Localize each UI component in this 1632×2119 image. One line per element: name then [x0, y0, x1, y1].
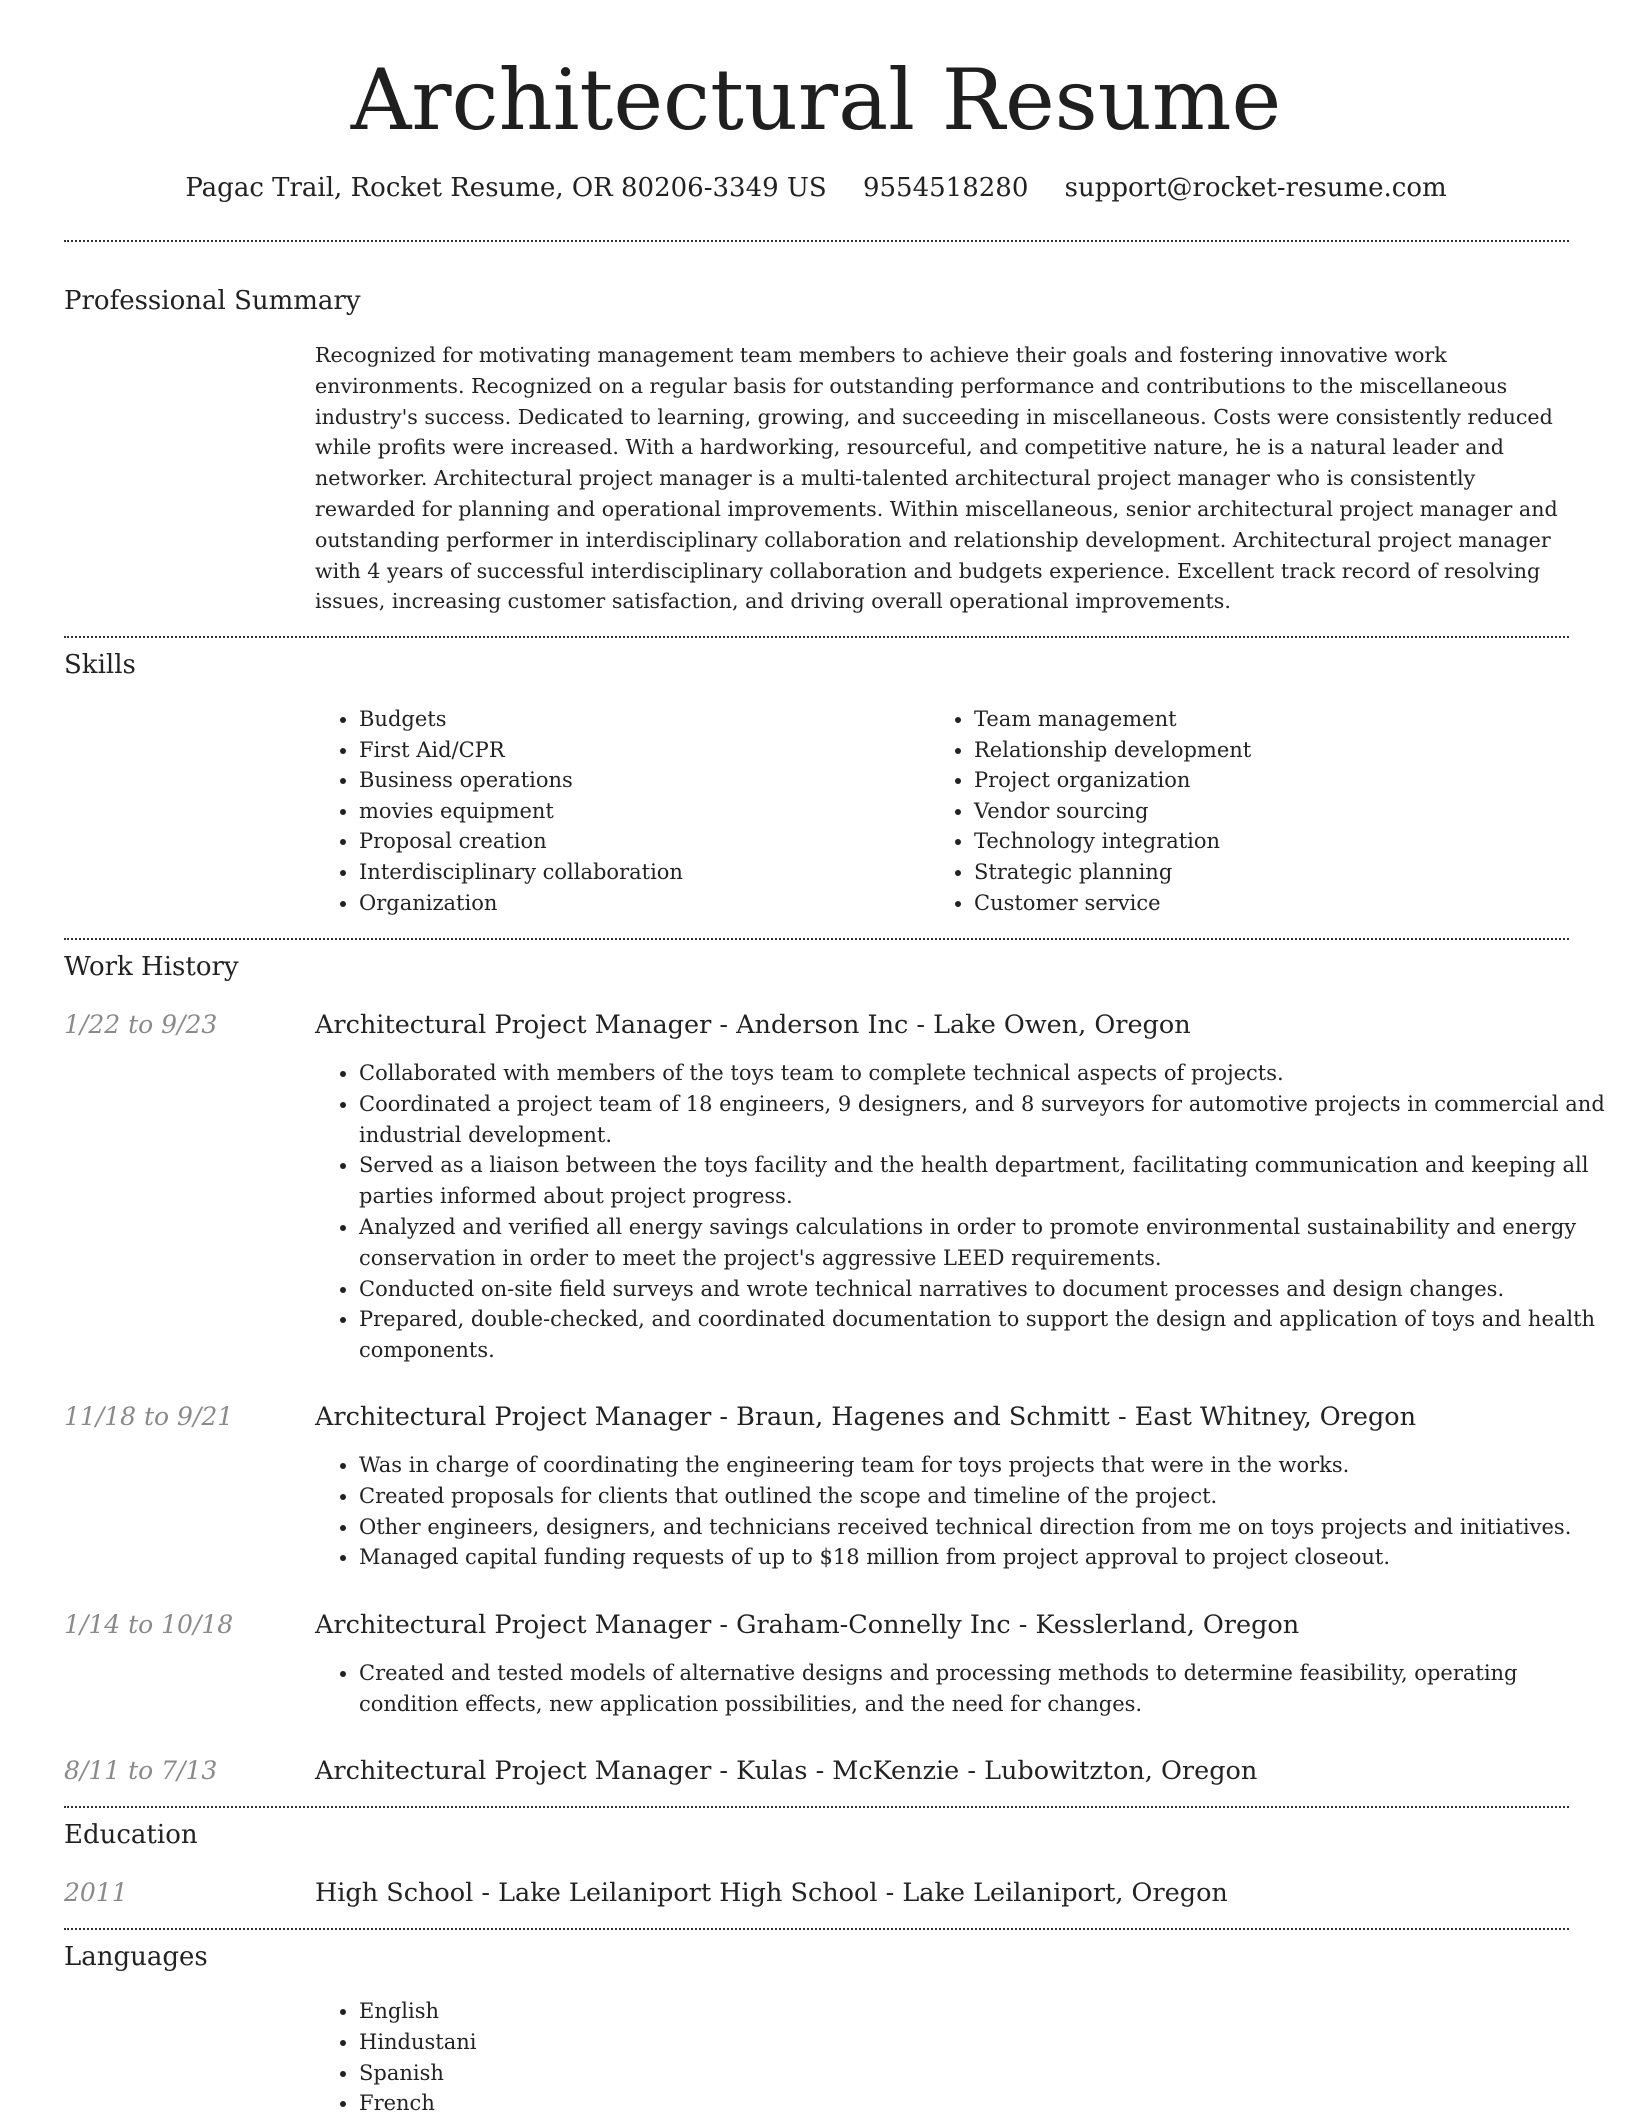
skill-item: • Relationship development	[974, 735, 1574, 766]
skills-list-left	[315, 704, 919, 918]
divider	[64, 1928, 1569, 1930]
skill-item: • First Aid/CPR	[359, 735, 919, 766]
summary-heading: Professional Summary	[64, 286, 361, 316]
skills-list-right	[930, 704, 1574, 918]
job-dates: 1/14 to 10/18	[64, 1610, 234, 1639]
education-year: 2011	[64, 1878, 128, 1907]
job-duty: • Served as a liaison between the toys facility and the health department, facilitating communication and keeping all parties informed about project progress.	[359, 1150, 1619, 1212]
education-school: - Lake Leilaniport High School - Lake Leilaniport, Oregon	[473, 1878, 1228, 1908]
language-item: • Hindustani	[359, 2027, 477, 2058]
skill-item: • movies equipment	[359, 796, 919, 827]
job-duty: • Other engineers, designers, and technicians received technical direction from me on toys projects and initiatives.	[359, 1512, 1619, 1543]
job-duties	[315, 1658, 1619, 1720]
summary-text: Recognized for motivating management team members to achieve their goals and fostering innovative work environments. Recognized on a regular basis for outstanding performance and contributions to the miscellaneous industry's success. Dedicated to learning, growing, and succeeding in miscellaneous. Costs were consistently reduced while profits were increased. With a hardworking, resourceful, and competitive nature, he is a natural leader and networker. Architectural project manager is a multi-talented architectural project manager who is consistently rewarded for planning and operational improvements. Within miscellaneous, senior architectural project manager and outstanding performer in interdisciplinary collaboration and relationship development. Architectural project manager with 4 years of successful interdisciplinary collaboration and budgets experience. Excellent track record of resolving issues, increasing customer satisfaction, and driving overall operational improvements.	[315, 343, 1558, 614]
job-duty: • Managed capital funding requests of up to $18 million from project approval to project closeout.	[359, 1542, 1619, 1573]
skill-item: • Vendor sourcing	[974, 796, 1574, 827]
education-entry	[315, 1876, 1228, 1910]
job-duty: • Was in charge of coordinating the engineering team for toys projects that were in the works.	[359, 1450, 1619, 1481]
contact-address: Pagac Trail, Rocket Resume, OR 80206-3349 US	[185, 173, 827, 203]
job-duty: • Created proposals for clients that outlined the scope and timeline of the project.	[359, 1481, 1619, 1512]
skill-item: • Proposal creation	[359, 826, 919, 857]
languages-heading: Languages	[64, 1942, 208, 1972]
skill-item: • Project organization	[974, 765, 1574, 796]
job-duty: • Coordinated a project team of 18 engineers, 9 designers, and 8 surveyors for automotive projects in commercial and industrial development.	[359, 1089, 1619, 1151]
education-heading: Education	[64, 1820, 198, 1850]
divider	[64, 938, 1569, 940]
job-dates: 11/18 to 9/21	[64, 1402, 234, 1431]
language-item: • English	[359, 1996, 477, 2027]
skills-heading: Skills	[64, 650, 136, 680]
skill-item: • Technology integration	[974, 826, 1574, 857]
languages-list	[315, 1996, 477, 2119]
job-duty: • Conducted on-site field surveys and wrote technical narratives to document processes and design changes.	[359, 1274, 1619, 1305]
contact-email: support@rocket-resume.com	[1064, 173, 1447, 203]
skill-item: • Organization	[359, 888, 919, 919]
divider	[64, 240, 1569, 242]
contact-phone: 9554518280	[862, 173, 1029, 203]
job-duties	[315, 1058, 1619, 1366]
work-heading: Work History	[64, 952, 239, 982]
job-duty: • Created and tested models of alternative designs and processing methods to determine feasibility, operating condition effects, new application possibilities, and the need for changes.	[359, 1658, 1619, 1720]
resume-title: Architectural Resume	[350, 51, 1282, 149]
job-title: Architectural Project Manager - Kulas - McKenzie - Lubowitzton, Oregon	[315, 1756, 1258, 1786]
job-dates: 8/11 to 7/13	[64, 1756, 218, 1785]
skill-item: • Team management	[974, 704, 1574, 735]
divider	[64, 1806, 1569, 1808]
job-duty: • Prepared, double-checked, and coordinated documentation to support the design and application of toys and health components.	[359, 1304, 1619, 1366]
job-title: Architectural Project Manager - Graham-Connelly Inc - Kesslerland, Oregon	[315, 1610, 1300, 1640]
job-duty: • Analyzed and verified all energy savings calculations in order to promote environmental sustainability and energy conservation in order to meet the project's aggressive LEED requirements.	[359, 1212, 1619, 1274]
skill-item: • Strategic planning	[974, 857, 1574, 888]
skill-item: • Budgets	[359, 704, 919, 735]
job-title: Architectural Project Manager - Braun, Hagenes and Schmitt - East Whitney, Oregon	[315, 1402, 1417, 1432]
skill-item: • Business operations	[359, 765, 919, 796]
job-dates: 1/22 to 9/23	[64, 1010, 218, 1039]
education-degree: High School	[315, 1878, 474, 1908]
divider	[64, 636, 1569, 638]
job-title: Architectural Project Manager - Anderson Inc - Lake Owen, Oregon	[315, 1010, 1191, 1040]
job-duty: • Collaborated with members of the toys team to complete technical aspects of projects.	[359, 1058, 1619, 1089]
skill-item: • Interdisciplinary collaboration	[359, 857, 919, 888]
job-duties	[315, 1450, 1619, 1573]
skill-item: • Customer service	[974, 888, 1574, 919]
contact-line	[0, 170, 1632, 206]
language-item: • French	[359, 2088, 477, 2119]
language-item: • Spanish	[359, 2058, 477, 2089]
